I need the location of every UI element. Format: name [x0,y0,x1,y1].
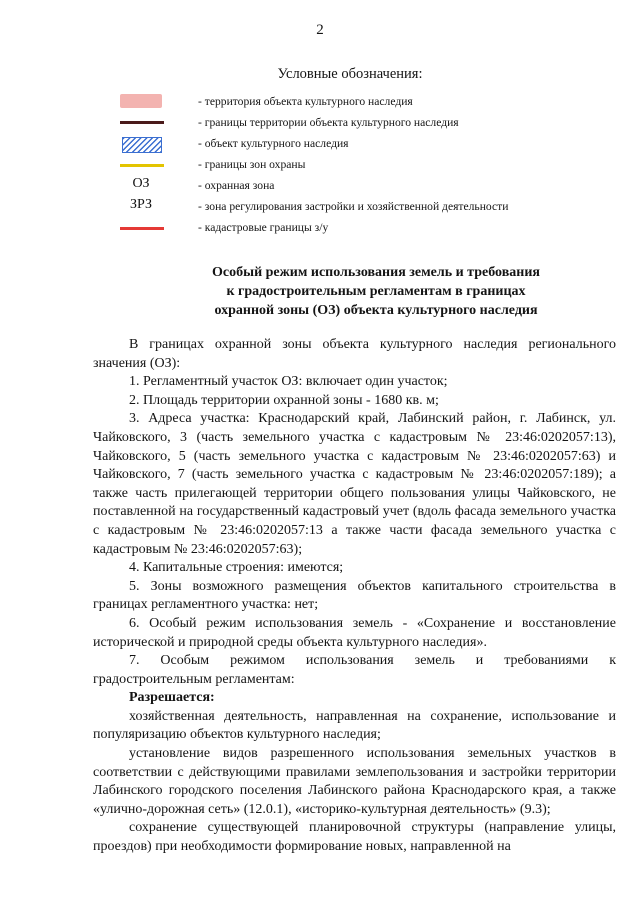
legend-row-cadastral-border [108,218,628,239]
legend-symbol [108,218,176,239]
allowed-item-3: сохранение существующей планировочной структуры (направление улицы, проездов) при необходимости формирование новых, направленной на [93,820,616,855]
allowed-label: Разрешается: [129,690,215,706]
legend-symbol [108,113,176,134]
legend-row-territory-border [108,113,628,134]
cadastral-border-line-icon [120,227,164,230]
heritage-territory-swatch-icon [120,94,162,108]
item-2: 2. Площадь территории охранной зоны - 1680 кв. м; [129,392,439,408]
legend-label: - границы территории объекта культурного наследия [198,116,459,129]
intro-paragraph: В границах охранной зоны объекта культурного наследия регионального значения (ОЗ): [93,337,616,371]
heading-line: охранной зоны (ОЗ) объекта культурного наследия [214,303,538,318]
legend-symbol [108,197,176,218]
legend-label: - территория объекта культурного наследия [198,95,413,108]
legend-row-heritage-object [108,134,628,155]
allowed-item-2: установление видов разрешенного использования земельных участков в соответствии с действующими правилами землепользования и застройки территории Лабинского городского поселения Лабинского района Краснодарского края, а также «улично-дорожная сеть» (12.0.1), «историко-культурная деятельность» (9.3); [93,746,616,817]
legend-row-heritage-territory [108,92,628,113]
legend-row-oz [108,176,628,197]
allowed-item-1: хозяйственная деятельность, направленная на сохранение, использование и популяризацию объектов культурного наследия; [93,708,616,743]
protection-border-line-icon [120,164,164,167]
heritage-object-hatch-icon [122,137,162,153]
item-1: 1. Регламентный участок ОЗ: включает один участок; [129,374,448,390]
legend-symbol [108,92,176,113]
legend-row-protection-border [108,155,628,176]
legend-label: - границы зон охраны [198,158,306,171]
heading-line: Особый режим использования земель и требования [212,265,540,280]
item-7: 7. Особым режимом использования земель и требованиями к градостроительным регламентам: [93,653,616,687]
legend-label: - объект культурного наследия [198,137,349,150]
legend-symbol [108,155,176,176]
legend-label: - охранная зона [198,179,275,192]
legend-label: - зона регулирования застройки и хозяйственной деятельности [198,200,509,213]
document-body [93,336,616,857]
legend-title: Условные обозначения: [277,66,423,82]
item-6: 6. Особый режим использования земель - «Сохранение и восстановление исторической и природной среды объекта культурного наследия». [93,615,616,650]
item-4: 4. Капитальные строения: имеются; [129,560,344,576]
legend-row-zrz [108,197,628,218]
item-3: 3. Адреса участка: Краснодарский край, Лабинский район, г. Лабинск, ул. Чайковского, 3 (часть земельного участка с кадастровым № 23:46:0202057:13), Чайковского, 5 (часть земельного участка с кадастровым № 23:46:0202057:63) и Чайковского, 7 (часть земельного участка с кадастровым № 23:46:0202057:189); а также часть прилегающей территории общего пользования улицы Чайковского, не поставленной на государственный кадастровый учет (вдоль фасада земельного участка с кадастровым № 23:46:0202057:13 а также части фасада земельного участка с кадастровым № 23:46:0202057:63); [93,411,616,557]
section-heading [0,263,640,320]
legend-label: - кадастровые границы з/у [198,221,329,234]
legend-symbol [108,134,176,155]
page-number: 2 [316,22,324,38]
legend [108,92,628,239]
oz-code-label: ОЗ [132,176,150,191]
territory-border-line-icon [120,121,164,124]
legend-symbol [108,176,176,197]
item-5: 5. Зоны возможного размещения объектов капитального строительства в границах регламентного участка: нет; [93,578,616,613]
zrz-code-label: ЗРЗ [130,197,152,212]
heading-line: к градостроительным регламентам в границах [226,284,526,299]
